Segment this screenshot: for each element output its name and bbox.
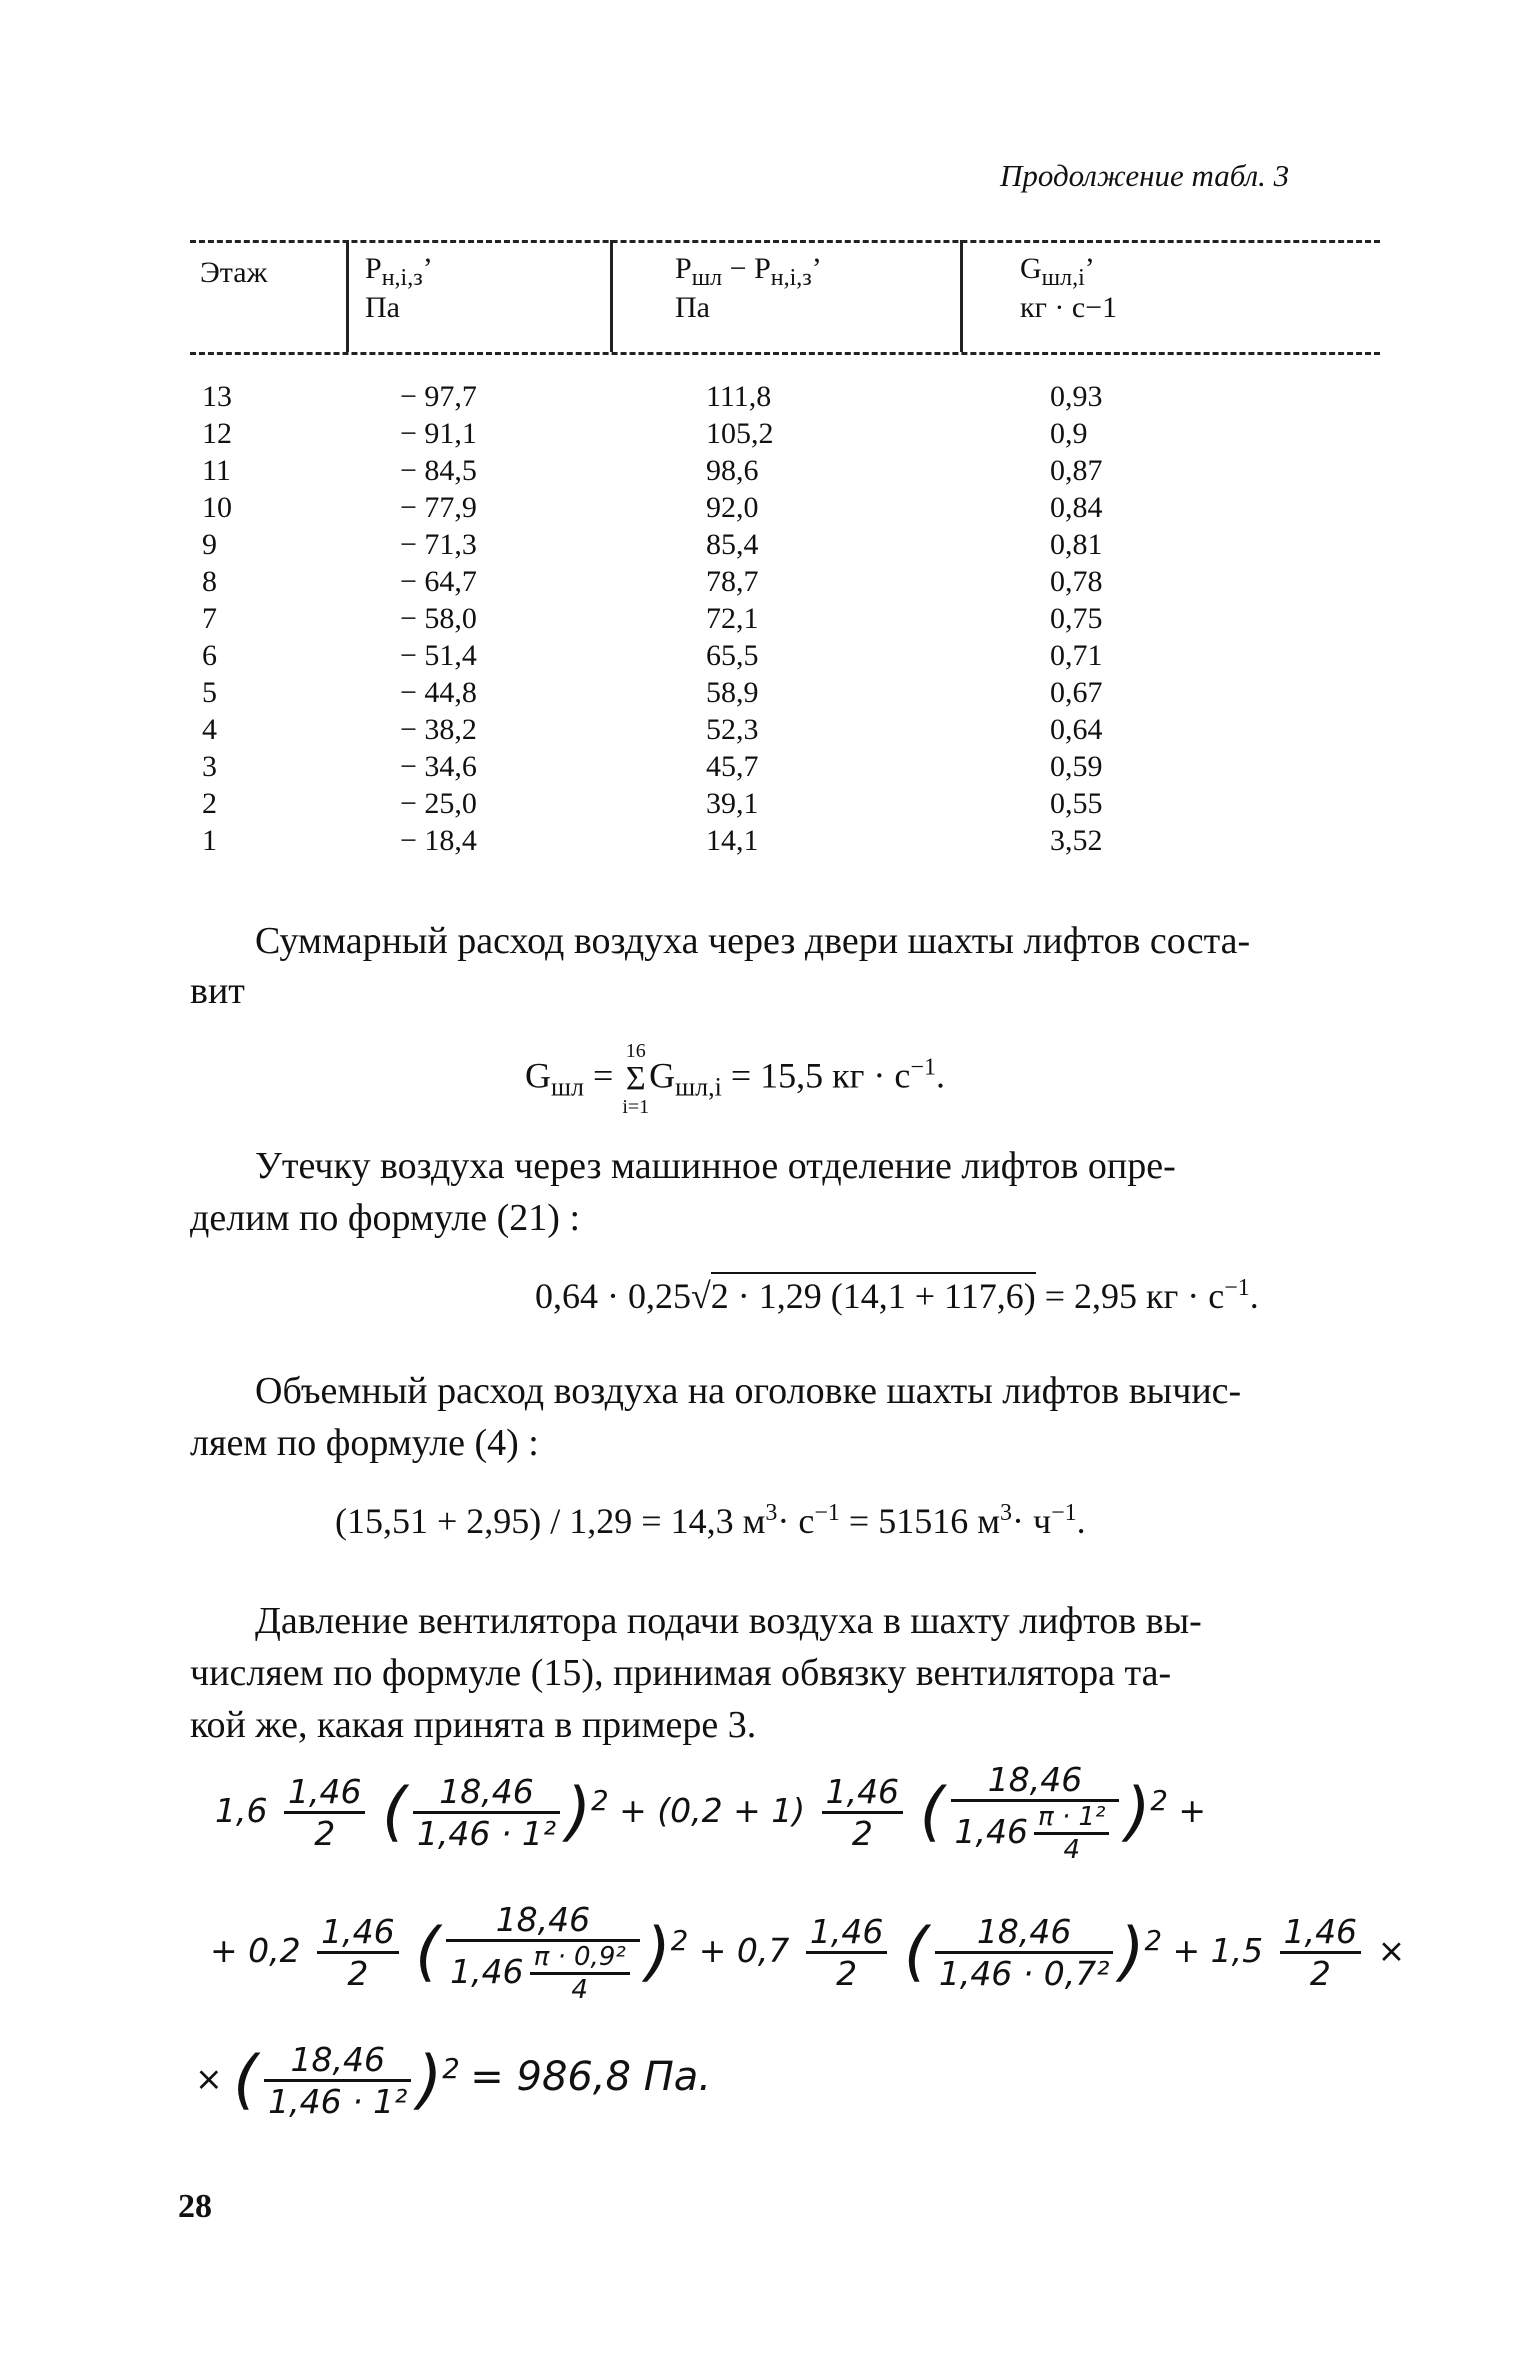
formula-volume-flow: (15,51 + 2,95) / 1,29 = 14,3 $м^3\cdot с^{-1} = 51516$ $м^3\cdot ч^{-1}$. bbox=[335, 1500, 1086, 1541]
table-row: 3 − 34,6 45,7 0,59 bbox=[202, 750, 1103, 783]
column-divider bbox=[610, 240, 613, 352]
header-flow: $G_{шл,i}$’ кг · с−1 bbox=[1020, 252, 1118, 324]
header-pressure: $P_{н,i,з}$’ Па bbox=[365, 252, 433, 324]
table-row: 13 − 97,7 111,8 0,93 bbox=[202, 380, 1103, 413]
table-row: 10 − 77,9 92,0 0,84 bbox=[202, 491, 1103, 524]
table-row: 5 − 44,8 58,9 0,67 bbox=[202, 676, 1103, 709]
handwritten-formula-line-1: 1,6 $\frac{1,46}{2}$ ( $\frac{18,46}{\text{1,46 · 1²}}$ )$^2$ + (0,2 + 1) $\frac{1,46}{2}$ ( 18,46 1,46 $\frac{\text{π · 1²}}{4}$ )$^2$ + bbox=[215, 1760, 1207, 1865]
paragraph-leakage: Утечку воздуха через машинное отделение лифтов опре- bbox=[255, 1145, 1176, 1187]
table-row: 12 − 91,1 105,2 0,9 bbox=[202, 417, 1088, 450]
paragraph-fan-pressure: Давление вентилятора подачи воздуха в шахту лифтов вы- bbox=[255, 1600, 1202, 1642]
table-row: 4 − 38,2 52,3 0,64 bbox=[202, 713, 1103, 746]
handwritten-formula-line-2: + 0,2 $\frac{1,46}{2}$ ( 18,46 1,46 $\frac{\text{π · 0,9²}}{4}$ )$^2$ + 0,7 $\frac{1,46}{2}$ ( $\frac{18,46}{\text{1,46 · 0,7²}}$ )$^2$ + 1,5 $\frac{1,46}{2}$ × bbox=[210, 1900, 1406, 2005]
handwritten-formula-line-3: × ( $\frac{18,46}{\text{1,46 · 1²}}$ )$^2$ = 986,8 Па. bbox=[195, 2040, 712, 2121]
header-flow-unit: кг · с−1 bbox=[1020, 291, 1118, 324]
paragraph-total-flow-end: вит bbox=[190, 970, 245, 1012]
table-body bbox=[190, 378, 1380, 859]
paragraph-leakage-end: делим по формуле (21) : bbox=[190, 1197, 581, 1239]
paragraph-volume-flow: Объемный расход воздуха на оголовке шахты лифтов вычис- bbox=[255, 1370, 1242, 1412]
table-caption: Продолжение табл. 3 bbox=[1000, 158, 1290, 193]
header-diff-unit: Па bbox=[675, 291, 710, 324]
column-divider bbox=[346, 240, 349, 352]
handwritten-result: = 986,8 Па. bbox=[470, 2054, 712, 2100]
paragraph-fan-pressure-3: кой же, какая принята в примере 3. bbox=[190, 1704, 757, 1746]
paragraph-volume-flow-end: ляем по формуле (4) : bbox=[190, 1422, 539, 1464]
page-number: 28 bbox=[178, 2188, 212, 2225]
table-row: 7 − 58,0 72,1 0,75 bbox=[202, 602, 1103, 635]
table-top-rule bbox=[190, 240, 1380, 243]
header-pressure-diff: $P_{шл} - P_{н,i,з}$’ Па bbox=[675, 252, 822, 324]
table-row: 11 − 84,5 98,6 0,87 bbox=[202, 454, 1103, 487]
table-header-rule bbox=[190, 352, 1380, 355]
paragraph-total-flow: Суммарный расход воздуха через двери шахты лифтов соста- bbox=[255, 920, 1251, 962]
column-divider bbox=[960, 240, 963, 352]
table-row: 2 − 25,0 39,1 0,55 bbox=[202, 787, 1103, 820]
formula-leakage: 0,64 · 0,25√2 · 1,29 (14,1 + 117,6) = 2,95 кг · $с^{-1}$. bbox=[535, 1275, 1259, 1317]
paragraph-fan-pressure-2: числяем по формуле (15), принимая обвязку вентилятора та- bbox=[190, 1652, 1172, 1694]
table-row: 1 − 18,4 14,1 3,52 bbox=[202, 824, 1103, 857]
header-pressure-unit: Па bbox=[365, 291, 400, 324]
table-row: 9 − 71,3 85,4 0,81 bbox=[202, 528, 1103, 561]
table-row: 6 − 51,4 65,5 0,71 bbox=[202, 639, 1103, 672]
table-row: 8 − 64,7 78,7 0,78 bbox=[202, 565, 1103, 598]
header-floor: Этаж bbox=[200, 256, 268, 289]
formula-total-flow: $G_{шл}$ = 16 Σ i=1 $G_{шл,i} = 15,5$ кг · $с^{-1}$. bbox=[525, 1040, 945, 1118]
